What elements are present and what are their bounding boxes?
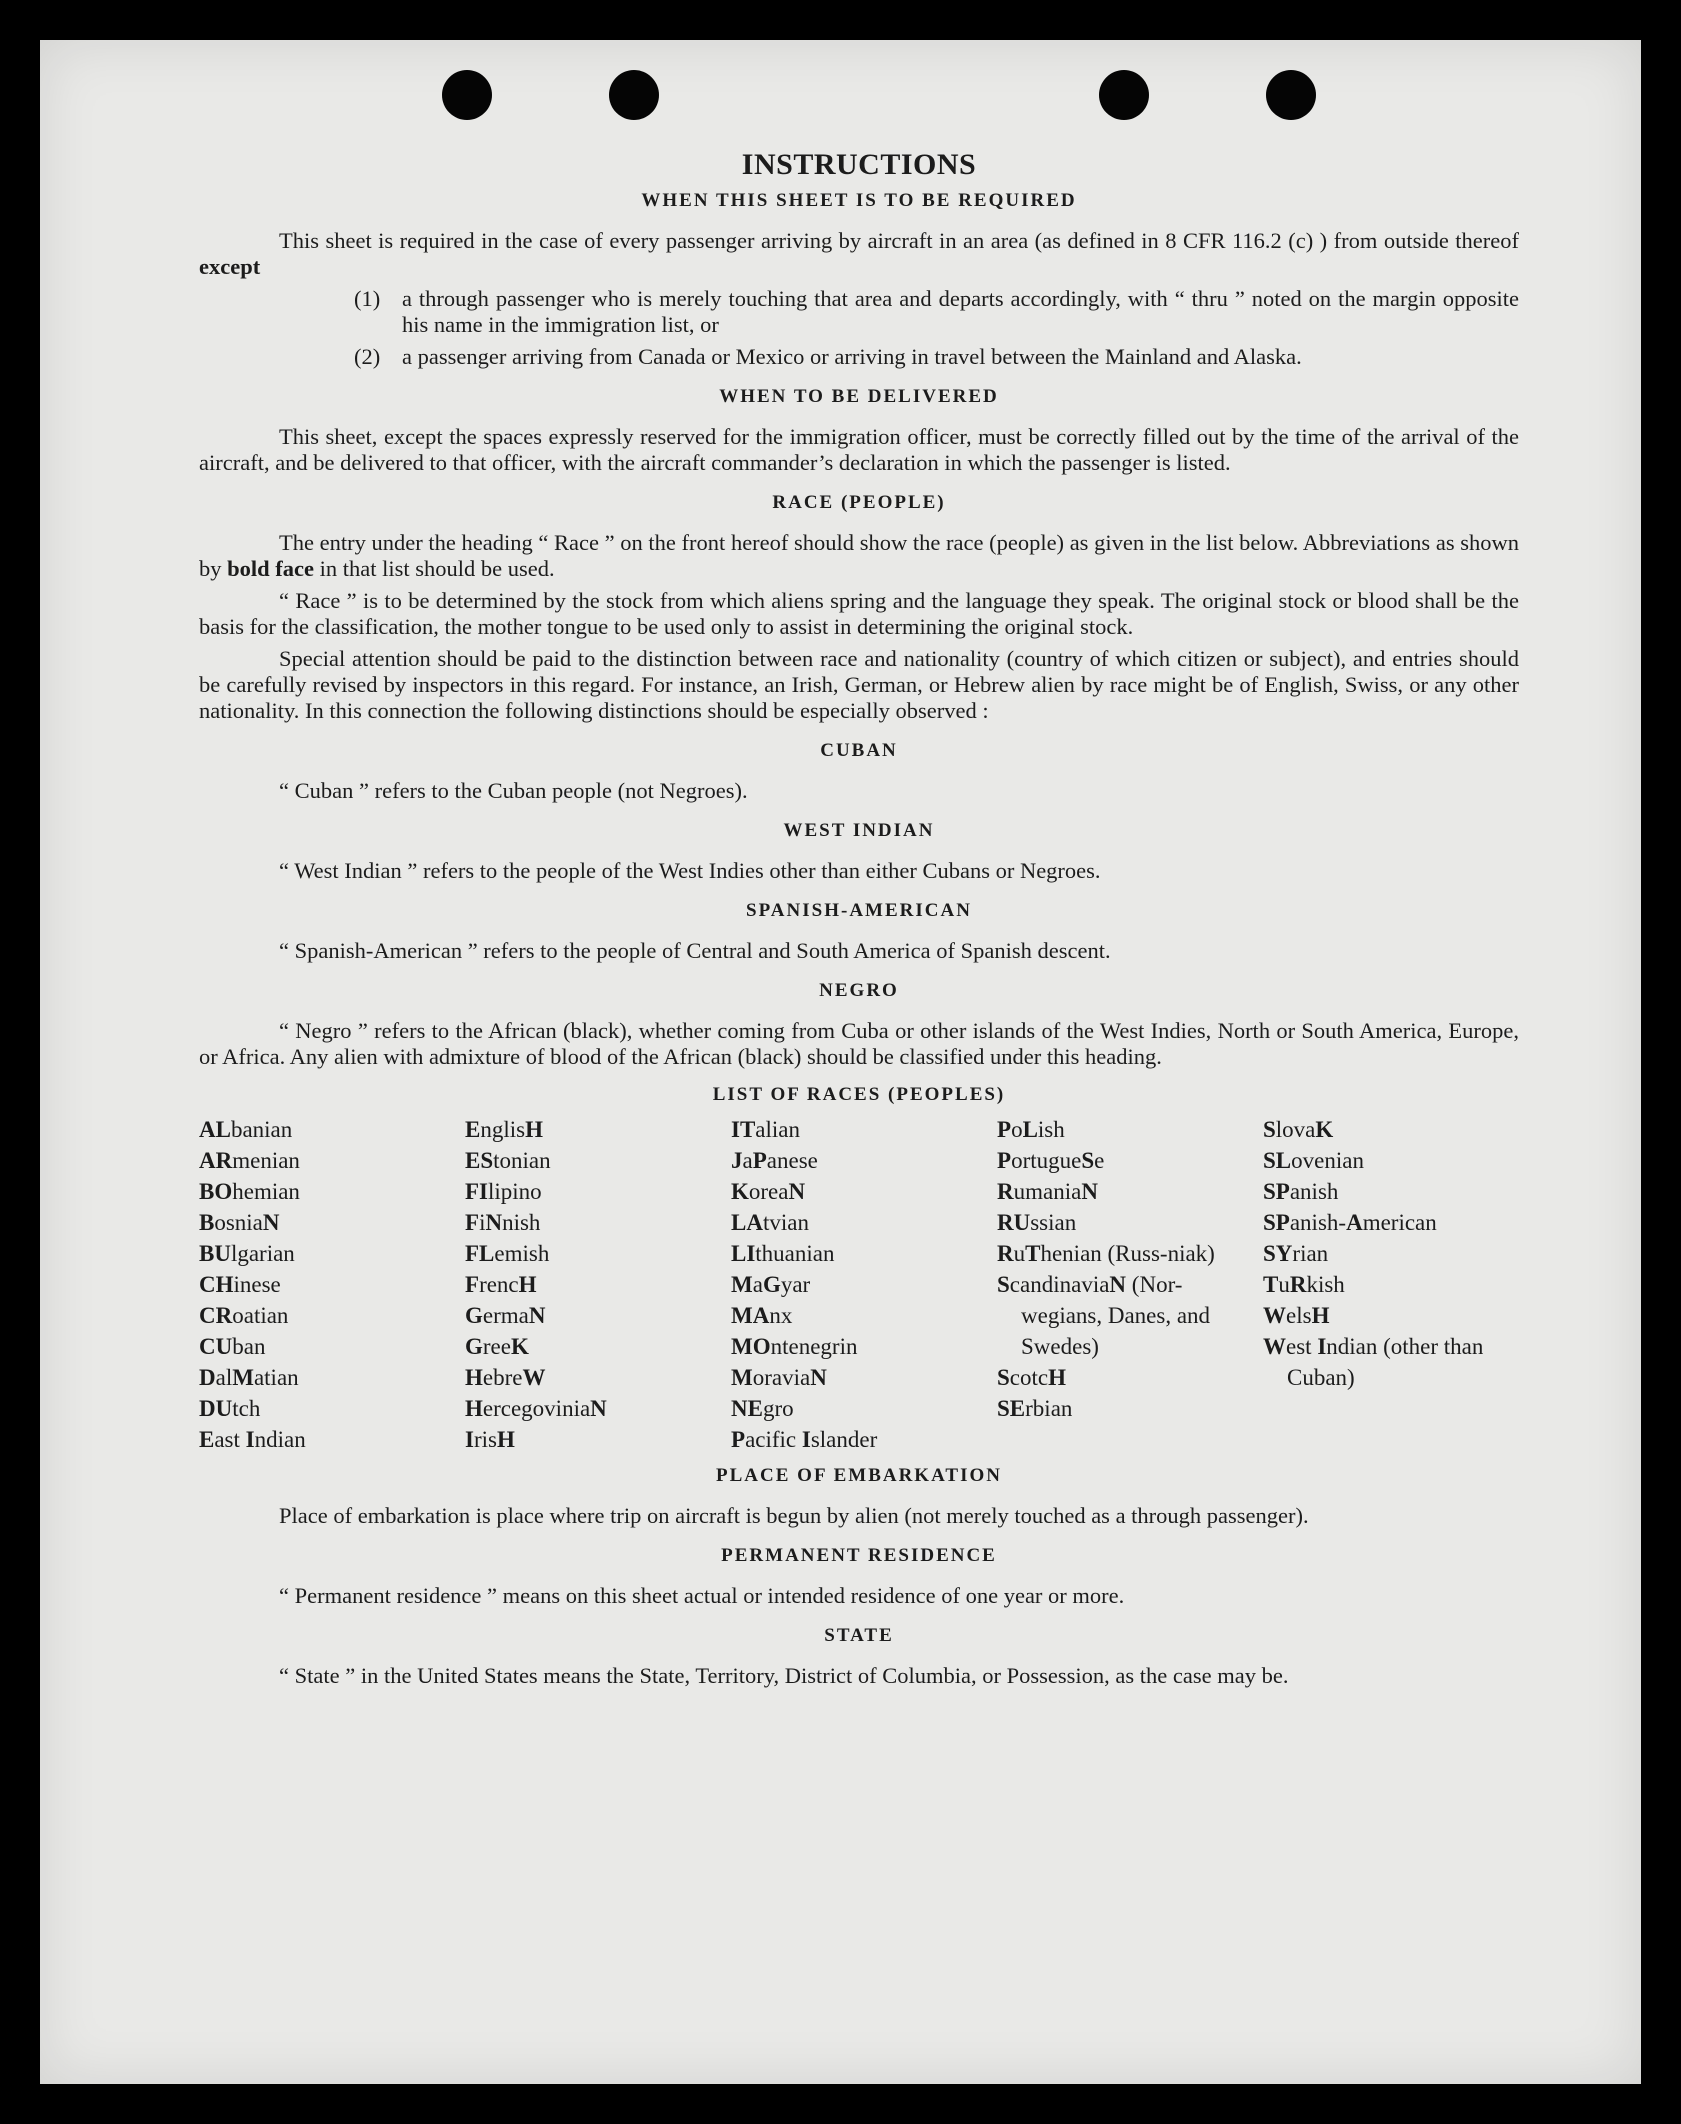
race-column-5	[1263, 1114, 1529, 1455]
exception-item-1	[354, 286, 1519, 338]
heading-spanish-american: SPANISH-AMERICAN	[746, 900, 972, 921]
race-entry: EnglisH	[465, 1117, 543, 1142]
negro-text: “ Negro ” refers to the African (black), whether coming from Cuba or other islands of the West Indies, North or South America, Europe, or Africa. Any alien with admixture of blood of the African (black) should be classified under this heading.	[199, 1018, 1519, 1069]
heading-embarkation: PLACE OF EMBARKATION	[716, 1465, 1002, 1486]
exception-text-1: a through passenger who is merely touching that area and departs accordingly, with “ thru ” noted on the margin opposite his name in the immigration list, or	[402, 286, 1519, 337]
race-entry: WelsH	[1263, 1303, 1330, 1328]
when-delivered-text: This sheet, except the spaces expressly reserved for the immigration officer, must be correctly filled out by the time of the arrival of the aircraft, and be delivered to that officer, with the aircraft commander’s declaration in which the passenger is listed.	[199, 424, 1519, 475]
residence-text: “ Permanent residence ” means on this sheet actual or intended residence of one year or more.	[279, 1583, 1125, 1608]
race-entry: CRoatian	[199, 1303, 289, 1328]
race-entry: FIlipino	[465, 1179, 542, 1204]
race-entry: BOhemian	[199, 1179, 300, 1204]
race-column-4	[997, 1114, 1263, 1455]
race-entry: GreeK	[465, 1334, 529, 1359]
race-p1-end: in that list should be used.	[314, 556, 555, 581]
race-entry: RUssian	[997, 1210, 1077, 1235]
race-entry: ScandinaviaN (Nor-wegians, Danes, and Swedes)	[997, 1272, 1211, 1359]
race-entry: SPanish-American	[1263, 1210, 1437, 1235]
when-required-intro	[199, 228, 1519, 280]
race-entry: FrencH	[465, 1272, 537, 1297]
punch-hole-3	[1099, 70, 1149, 120]
race-entry: LAtvian	[731, 1210, 809, 1235]
race-entry: KoreaN	[731, 1179, 806, 1204]
race-entry: PoLish	[997, 1117, 1065, 1142]
when-required-intro-text: This sheet is required in the case of every passenger arriving by aircraft in an area (as defined in 8 CFR 116.2 (c) ) from outside thereof	[279, 228, 1519, 253]
race-entry: HebreW	[465, 1365, 546, 1390]
race-paragraph-1	[199, 530, 1519, 582]
race-entry: SErbian	[997, 1396, 1073, 1421]
race-p1-bold-face: bold face	[227, 556, 314, 581]
spanish-american-text: “ Spanish-American ” refers to the people of Central and South America of Spanish descent.	[279, 938, 1111, 963]
exception-number-2: (2)	[354, 344, 381, 369]
race-entry: LIthuanian	[731, 1241, 835, 1266]
page-title: INSTRUCTIONS	[741, 148, 977, 181]
when-required-except: except	[199, 254, 261, 279]
instructions-content	[199, 148, 1519, 1689]
heading-west-indian: WEST INDIAN	[783, 820, 935, 841]
race-entry: PortugueSe	[997, 1148, 1105, 1173]
race-entry: ScotcH	[997, 1365, 1066, 1390]
race-column-2	[465, 1114, 731, 1455]
race-column-1	[199, 1114, 465, 1455]
race-entry: East Indian	[199, 1427, 306, 1452]
race-entry: BUlgarian	[199, 1241, 295, 1266]
race-entry: DalMatian	[199, 1365, 299, 1390]
punch-hole-4	[1266, 70, 1316, 120]
cuban-text: “ Cuban ” refers to the Cuban people (not Negroes).	[279, 778, 748, 803]
embarkation-text: Place of embarkation is place where trip on aircraft is begun by alien (not merely touched as a through passenger).	[279, 1503, 1309, 1528]
race-entry: SPanish	[1263, 1179, 1339, 1204]
race-entry: BosniaN	[199, 1210, 280, 1235]
race-entry: TuRkish	[1263, 1272, 1345, 1297]
race-entry: SYrian	[1263, 1241, 1329, 1266]
race-entry: IrisH	[465, 1427, 515, 1452]
race-entry: MAnx	[731, 1303, 793, 1328]
race-entry: JaPanese	[731, 1148, 818, 1173]
race-entry: RumaniaN	[997, 1179, 1098, 1204]
heading-cuban: CUBAN	[820, 740, 898, 761]
exception-item-2	[354, 344, 1519, 370]
heading-when-delivered: WHEN TO BE DELIVERED	[719, 386, 999, 407]
race-list	[199, 1114, 1519, 1455]
race-entry: West Indian (other than Cuban)	[1263, 1334, 1484, 1390]
race-entry: CUban	[199, 1334, 266, 1359]
exception-text-2: a passenger arriving from Canada or Mexico or arriving in travel between the Mainland and Alaska.	[402, 344, 1302, 369]
race-entry: Pacific Islander	[731, 1427, 878, 1452]
race-entry: SlovaK	[1263, 1117, 1334, 1142]
punch-hole-1	[442, 70, 492, 120]
race-entry: NEgro	[731, 1396, 794, 1421]
race-entry: HercegoviniaN	[465, 1396, 607, 1421]
race-entry: FiNnish	[465, 1210, 541, 1235]
race-entry: ALbanian	[199, 1117, 293, 1142]
race-entry: ITalian	[731, 1117, 800, 1142]
race-entry: CHinese	[199, 1272, 281, 1297]
race-entry: MaGyar	[731, 1272, 811, 1297]
heading-race: RACE (PEOPLE)	[772, 492, 946, 513]
race-entry: DUtch	[199, 1396, 261, 1421]
race-entry: RuThenian (Russ-niak)	[997, 1241, 1215, 1266]
heading-list-of-races: LIST OF RACES (PEOPLES)	[712, 1084, 1006, 1105]
race-entry: SLovenian	[1263, 1148, 1364, 1173]
heading-state: STATE	[824, 1625, 894, 1646]
race-entry: MoraviaN	[731, 1365, 827, 1390]
heading-when-required: WHEN THIS SHEET IS TO BE REQUIRED	[641, 190, 1077, 211]
race-entry: FLemish	[465, 1241, 550, 1266]
race-paragraph-2: “ Race ” is to be determined by the stock from which aliens spring and the language they speak. The original stock or blood shall be the basis for the classification, the mother tongue to be used only to assist in determining the original stock.	[199, 588, 1519, 639]
west-indian-text: “ West Indian ” refers to the people of the West Indies other than either Cubans or Negroes.	[279, 858, 1101, 883]
document-sheet	[40, 40, 1641, 2084]
state-text: “ State ” in the United States means the State, Territory, District of Columbia, or Possession, as the case may be.	[279, 1663, 1289, 1688]
race-entry: GermaN	[465, 1303, 546, 1328]
exception-number-1: (1)	[354, 286, 381, 311]
punch-hole-2	[609, 70, 659, 120]
race-column-3	[731, 1114, 997, 1455]
race-entry: MOntenegrin	[731, 1334, 858, 1359]
heading-permanent-residence: PERMANENT RESIDENCE	[721, 1545, 997, 1566]
race-paragraph-3: Special attention should be paid to the distinction between race and nationality (country of which citizen or subject), and entries should be carefully revised by inspectors in this regard. For instance, an Irish, German, or Hebrew alien by race might be of English, Swiss, or any other nationality. In this connection the following distinctions should be especially observed :	[199, 646, 1519, 723]
heading-negro: NEGRO	[819, 980, 899, 1001]
race-p1-start: The entry under the heading “ Race ” on the front hereof should show the race (people) as given in the list below. Abbreviations as shown by	[199, 530, 1519, 581]
race-entry: ARmenian	[199, 1148, 300, 1173]
race-entry: EStonian	[465, 1148, 551, 1173]
